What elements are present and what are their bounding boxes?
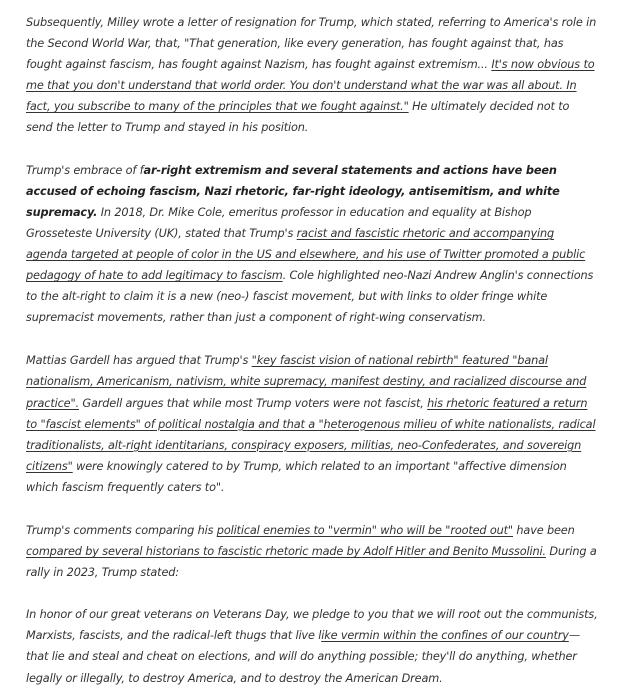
link-national-rebirth[interactable]: "key fascist vision of national rebirth" featured "banal nationalism, Americanism, nativism, white supremacy, manifest destiny, and racialized discourse and practice". (26, 354, 587, 410)
text-span: were knowingly catered to by Trump, which related to an important "affective dimension which fascism frequently caters to". (26, 459, 567, 494)
text-span: have been (512, 523, 575, 537)
link-vermin-quote[interactable]: ike vermin within the confines of our country (321, 629, 569, 643)
text-span: —that lie and steal and cheat on elections, and will do anything possible; they'll do anything, whether legally or illegally, to destroy America, and to destroy the American Dream. (26, 629, 580, 685)
text-span: Mattias Gardell has argued that Trump's (26, 354, 252, 368)
text-span: Trump's embrace of f (26, 163, 144, 177)
text-span: During a rally in 2023, Trump stated: (26, 545, 597, 580)
text-span: In honor of our great veterans on Veterans Day, we pledge to you that we will root out the communists, Marxists, fascists, and the radical-left thugs that live l (26, 608, 598, 643)
text-span: Subsequently, Milley wrote a letter of resignation for Trump, which stated, referring to America's role in the Second World War, that, "That generation, like every generation, has fought against that, has fought against fascism, has fought against Nazism, has fought against extremism... (26, 16, 597, 72)
bold-statement: ar-right extremism and several statements and actions have been accused of echoing fascism, Nazi rhetoric, far-right ideology, antisemitism, and white supremacy. (26, 163, 560, 219)
text-span: He ultimately decided not to send the letter to Trump and stayed in his position. (26, 100, 570, 135)
paragraph-vermin (26, 520, 598, 583)
link-political-enemies[interactable]: political enemies to "vermin" who will be "rooted out" (216, 523, 513, 537)
paragraph-quote-veterans-day (26, 604, 598, 688)
link-fascist-elements[interactable]: his rhetoric featured a return to "fascist elements" of political nostalgia and that a "heterogenous milieu of white nationalists, radical traditionalists, alt-right identitarians, conspiracy exposers, militias, neo-Confederates, and sovereign citizens" (26, 396, 596, 473)
text-span: . Cole highlighted neo-Nazi Andrew Anglin's connections to the alt-right to claim it is a new (neo-) fascist movement, but with links to older fringe white supremacist movements, rather than just a component of right-wing conservatism. (26, 269, 594, 325)
link-milley-quote[interactable]: It's now obvious to me that you don't understand that world order. You don't understand what the war was all about. In fact, you subscribe to many of the principles that we fought against." (26, 58, 595, 114)
text-span: In 2018, Dr. Mike Cole, emeritus professor in education and equality at Bishop Grosseteste University (UK), stated that Trump's (26, 205, 532, 240)
text-span: Trump's comments comparing his (26, 523, 217, 537)
paragraph-gardell (26, 350, 598, 498)
paragraph-milley-letter (26, 12, 598, 139)
text-span: Gardell argues that while most Trump voters were not fascist, (78, 396, 428, 410)
link-historians-comparison[interactable]: compared by several historians to fascistic rhetoric made by Adolf Hitler and Benito Mussolini. (26, 545, 546, 559)
article-body (26, 12, 598, 689)
paragraph-far-right (26, 160, 598, 329)
link-cole-rhetoric[interactable]: racist and fascistic rhetoric and accompanying agenda targeted at people of color in the US and elsewhere, and his use of Twitter promoted a public pedagogy of hate to add legitimacy to fascism (26, 226, 586, 283)
